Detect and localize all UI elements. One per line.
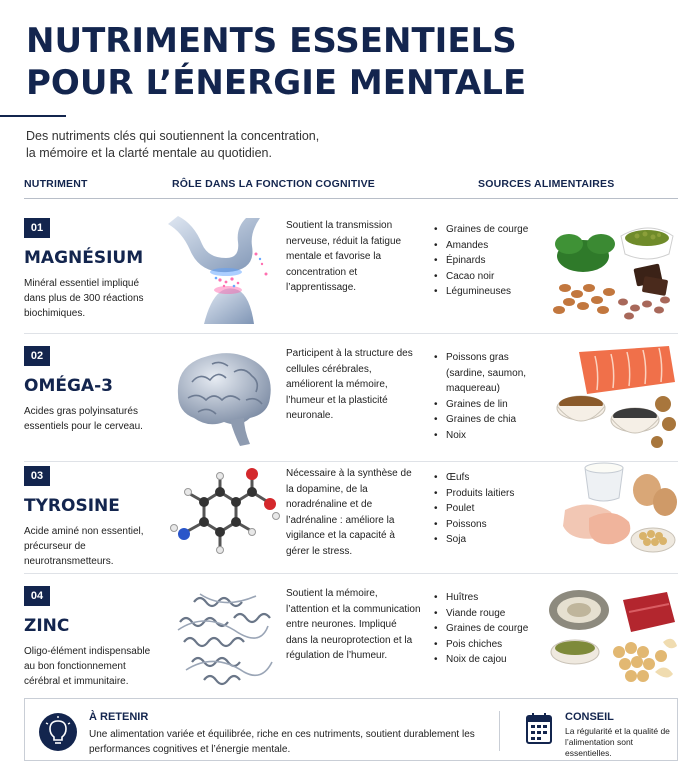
list-item: • Viande rouge [434, 606, 544, 622]
zinc-foods-icon [539, 582, 679, 694]
cognitive-role: Participent à la structure des cellules cérébrales, améliorent la mémoire, l’humeur et la plasticité neuronale. [286, 348, 413, 421]
list-item: • Pois chiches [434, 637, 544, 653]
food-sources-list [434, 222, 544, 300]
header-divider [24, 198, 678, 199]
list-item: • Poissons gras (sardine, saumon, maquereau) [434, 350, 544, 397]
retenir-title: À RETENIR [89, 711, 149, 723]
nutrient-description: Oligo-élément indispensable au bon fonctionnement cérébral et immunitaire. [24, 646, 151, 687]
list-item: • Poissons [434, 517, 544, 533]
magnesium-foods-icon [539, 214, 679, 326]
food-sources-list [434, 590, 544, 668]
brain-icon [164, 342, 282, 454]
nutrient-name: TYROSINE [24, 496, 120, 516]
list-item: • Noix [434, 428, 544, 444]
list-item: • Légumineuses [434, 284, 544, 300]
nutrient-row-zinc [24, 586, 678, 690]
list-item: • Graines de courge [434, 222, 544, 238]
list-item: • Œufs [434, 470, 544, 486]
title-underline [0, 115, 66, 117]
list-item: • Graines de lin [434, 397, 544, 413]
conseil-title: CONSEIL [565, 711, 614, 723]
row-number: 04 [24, 586, 50, 606]
tyrosine-foods-icon [539, 462, 679, 574]
nutrient-row-magnesium [24, 218, 678, 334]
nutrient-row-tyrosine [24, 466, 678, 574]
molecule-icon [164, 462, 282, 574]
subtitle [26, 128, 446, 162]
list-item: • Épinards [434, 253, 544, 269]
food-sources-list [434, 470, 544, 548]
column-header-nutrient: NUTRIMENT [24, 178, 88, 190]
list-item: • Cacao noir [434, 269, 544, 285]
lightbulb-icon [39, 713, 77, 751]
cognitive-role: Soutient la transmission nerveuse, réduit la fatigue mentale et favorise la concentration et l’apprentissage. [286, 220, 402, 293]
page-title [26, 20, 686, 104]
list-item: • Produits laitiers [434, 486, 544, 502]
nutrient-description: Minéral essentiel impliqué dans plus de 300 réactions biochimiques. [24, 278, 144, 319]
nutrient-name: ZINC [24, 616, 70, 636]
list-item: • Amandes [434, 238, 544, 254]
retenir-text: Une alimentation variée et équilibrée, riche en ces nutriments, soutient durablement les performances cognitives et l’énergie mentale. [89, 729, 475, 755]
subtitle-line-2: la mémoire et la clarté mentale au quotidien. [26, 146, 272, 160]
nutrient-description: Acide aminé non essentiel, précurseur de neurotransmetteurs. [24, 526, 144, 567]
list-item: • Graines de courge [434, 621, 544, 637]
column-header-role: RÔLE DANS LA FONCTION COGNITIVE [172, 178, 375, 190]
column-header-sources: SOURCES ALIMENTAIRES [478, 178, 615, 190]
nutrient-name: OMÉGA-3 [24, 376, 113, 396]
calendar-icon [525, 711, 553, 745]
list-item: • Noix de cajou [434, 652, 544, 668]
nutrient-row-omega3 [24, 346, 678, 462]
synapse-icon [164, 214, 282, 326]
row-divider [24, 333, 678, 334]
row-divider [24, 573, 678, 574]
row-number: 01 [24, 218, 50, 238]
box-divider [499, 711, 500, 751]
list-item: • Huîtres [434, 590, 544, 606]
title-line-2: POUR L’ÉNERGIE MENTALE [26, 63, 527, 103]
conseil-text: La régularité et la qualité de l’alimentation sont essentielles. [565, 726, 670, 758]
row-number: 03 [24, 466, 50, 486]
food-sources-list [434, 350, 544, 443]
protein-structure-icon [164, 582, 282, 694]
summary-box [24, 698, 678, 761]
row-number: 02 [24, 346, 50, 366]
title-line-1: NUTRIMENTS ESSENTIELS [26, 21, 517, 61]
cognitive-role: Nécessaire à la synthèse de la dopamine, de la noradrénaline et de l’adrénaline : améliore la vigilance et la capacité à gérer le stress. [286, 468, 412, 557]
cognitive-role: Soutient la mémoire, l’attention et la communication entre neurones. Impliqué dans la neuroprotection et la régulation de l’humeur. [286, 588, 421, 661]
list-item: • Soja [434, 532, 544, 548]
nutrient-name: MAGNÉSIUM [24, 248, 144, 268]
nutrient-description: Acides gras polyinsaturés essentiels pour le cerveau. [24, 406, 143, 432]
list-item: • Poulet [434, 501, 544, 517]
list-item: • Graines de chia [434, 412, 544, 428]
omega3-foods-icon [539, 342, 679, 454]
subtitle-line-1: Des nutriments clés qui soutiennent la concentration, [26, 129, 320, 143]
